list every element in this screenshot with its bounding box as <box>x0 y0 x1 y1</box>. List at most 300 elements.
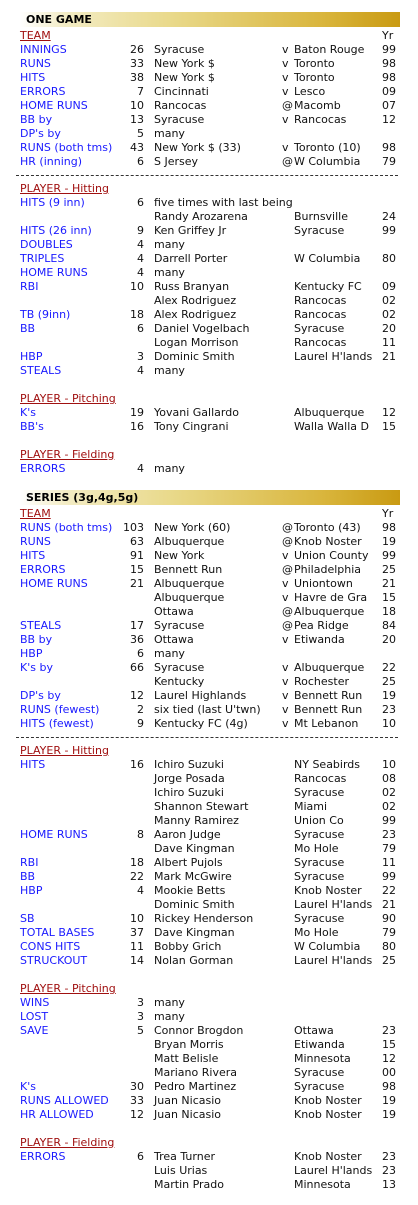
record-opponent: Syracuse <box>294 912 345 925</box>
record-row <box>20 619 400 633</box>
record-category: RUNS <box>20 57 51 70</box>
record-year: 90 <box>382 912 396 925</box>
record-year: 80 <box>382 252 396 265</box>
record-holder: Ichiro Suzuki <box>154 786 224 799</box>
venue-symbol: v <box>282 549 289 562</box>
record-holder: five times with last being <box>154 196 293 209</box>
record-value: 9 <box>137 224 144 237</box>
record-year: 24 <box>382 210 396 223</box>
record-holder: Mark McGwire <box>154 870 232 883</box>
record-year: 09 <box>382 280 396 293</box>
record-holder: Alex Rodriguez <box>154 294 237 307</box>
record-holder: Dominic Smith <box>154 898 235 911</box>
record-holder: New York <box>154 549 205 562</box>
record-category: STEALS <box>20 619 62 632</box>
record-row <box>20 814 400 828</box>
venue-symbol: v <box>282 661 289 674</box>
record-row <box>20 1094 400 1108</box>
record-holder: Cincinnati <box>154 85 209 98</box>
section-header: ONE GAME <box>20 12 400 27</box>
record-row <box>20 703 400 717</box>
record-year: 18 <box>382 605 396 618</box>
record-value: 91 <box>130 549 144 562</box>
record-value: 12 <box>130 1108 144 1121</box>
record-year: 09 <box>382 85 396 98</box>
record-year: 99 <box>382 43 396 56</box>
venue-symbol: v <box>282 633 289 646</box>
record-row <box>20 842 400 856</box>
record-row <box>20 800 400 814</box>
venue-symbol: v <box>282 57 289 70</box>
record-category: RUNS ALLOWED <box>20 1094 109 1107</box>
record-year: 21 <box>382 577 396 590</box>
record-opponent: Knob Noster <box>294 1150 362 1163</box>
subsection-header <box>20 744 400 758</box>
subsection-header <box>20 392 400 406</box>
record-year: 25 <box>382 675 396 688</box>
record-holder: many <box>154 127 185 140</box>
record-opponent: Bennett Run <box>294 703 363 716</box>
record-category: HITS <box>20 549 46 562</box>
record-holder: Bobby Grich <box>154 940 222 953</box>
record-value: 26 <box>130 43 144 56</box>
record-year: 02 <box>382 308 396 321</box>
record-row <box>20 266 400 280</box>
record-opponent: Rancocas <box>294 308 347 321</box>
record-opponent: Syracuse <box>294 322 345 335</box>
record-year: 98 <box>382 1080 396 1093</box>
record-value: 6 <box>137 322 144 335</box>
record-opponent: Laurel H'lands <box>294 898 373 911</box>
record-holder: Juan Nicasio <box>154 1108 222 1121</box>
venue-symbol: v <box>282 675 289 688</box>
record-holder: Martin Prado <box>154 1178 225 1191</box>
subsection-header <box>20 1136 400 1150</box>
record-holder: Darrell Porter <box>154 252 228 265</box>
record-year: 98 <box>382 71 396 84</box>
record-opponent: Rancocas <box>294 294 347 307</box>
record-year: 80 <box>382 940 396 953</box>
record-value: 4 <box>137 884 144 897</box>
record-value: 36 <box>130 633 144 646</box>
record-opponent: Knob Noster <box>294 535 362 548</box>
section <box>20 12 400 490</box>
venue-symbol: @ <box>282 619 293 632</box>
record-value: 10 <box>130 280 144 293</box>
record-opponent: Pea Ridge <box>294 619 349 632</box>
venue-symbol: @ <box>282 155 293 168</box>
record-value: 4 <box>137 266 144 279</box>
record-year: 79 <box>382 842 396 855</box>
record-value: 13 <box>130 113 144 126</box>
record-row <box>20 71 400 85</box>
record-holder: many <box>154 266 185 279</box>
record-opponent: W Columbia <box>294 155 361 168</box>
record-holder: Mookie Betts <box>154 884 226 897</box>
record-opponent: Laurel H'lands <box>294 350 373 363</box>
record-row <box>20 549 400 563</box>
record-category: K's <box>20 1080 36 1093</box>
record-opponent: Albuquerque <box>294 661 365 674</box>
record-row <box>20 884 400 898</box>
record-category: CONS HITS <box>20 940 81 953</box>
record-category: DP's by <box>20 689 61 702</box>
record-value: 38 <box>130 71 144 84</box>
spacer <box>20 434 400 448</box>
record-category: RUNS (both tms) <box>20 141 113 154</box>
record-category: SAVE <box>20 1024 49 1037</box>
record-year: 19 <box>382 535 396 548</box>
venue-symbol: v <box>282 717 289 730</box>
record-row <box>20 1010 400 1024</box>
record-opponent: Minnesota <box>294 1178 351 1191</box>
record-row <box>20 406 400 420</box>
record-value: 8 <box>137 828 144 841</box>
venue-symbol: v <box>282 689 289 702</box>
record-row <box>20 336 400 350</box>
record-category: BB <box>20 870 36 883</box>
record-holder: Laurel Highlands <box>154 689 247 702</box>
record-value: 6 <box>137 1150 144 1163</box>
record-holder: Bennett Run <box>154 563 223 576</box>
subsection-title[interactable]: PLAYER - Fielding <box>20 448 115 461</box>
record-year: 19 <box>382 1108 396 1121</box>
record-opponent: Miami <box>294 800 328 813</box>
record-category: HOME RUNS <box>20 266 88 279</box>
record-holder: Syracuse <box>154 113 205 126</box>
record-holder: Ottawa <box>154 633 194 646</box>
venue-symbol: @ <box>282 535 293 548</box>
record-value: 33 <box>130 1094 144 1107</box>
record-opponent: Philadelphia <box>294 563 362 576</box>
record-value: 9 <box>137 717 144 730</box>
record-opponent: Knob Noster <box>294 1108 362 1121</box>
year-column-header: Yr <box>382 29 394 42</box>
record-opponent: Etiwanda <box>294 633 345 646</box>
record-category: ERRORS <box>20 462 66 475</box>
record-holder: S Jersey <box>154 155 199 168</box>
record-row <box>20 127 400 141</box>
record-row <box>20 647 400 661</box>
record-opponent: Mo Hole <box>294 926 339 939</box>
record-year: 02 <box>382 800 396 813</box>
record-category: STEALS <box>20 364 62 377</box>
record-category: K's <box>20 406 36 419</box>
record-opponent: Rancocas <box>294 113 347 126</box>
record-holder: New York $ <box>154 71 215 84</box>
record-year: 02 <box>382 786 396 799</box>
record-row <box>20 717 400 731</box>
record-year: 84 <box>382 619 396 632</box>
record-year: 07 <box>382 99 396 112</box>
record-holder: New York $ <box>154 57 215 70</box>
record-row <box>20 280 400 294</box>
subsection-title[interactable]: PLAYER - Hitting <box>20 182 109 195</box>
record-value: 12 <box>130 689 144 702</box>
record-value: 43 <box>130 141 144 154</box>
record-year: 20 <box>382 633 396 646</box>
record-row <box>20 196 400 210</box>
record-category: HBP <box>20 884 43 897</box>
record-row <box>20 1164 400 1178</box>
record-holder: Syracuse <box>154 661 205 674</box>
record-row <box>20 940 400 954</box>
record-holder: Rancocas <box>154 99 207 112</box>
record-row <box>20 1024 400 1038</box>
record-opponent: Union Co <box>294 814 344 827</box>
spacer <box>20 476 400 490</box>
record-holder: Manny Ramirez <box>154 814 239 827</box>
record-holder: Dominic Smith <box>154 350 235 363</box>
record-year: 98 <box>382 57 396 70</box>
record-row <box>20 563 400 577</box>
record-row <box>20 1038 400 1052</box>
record-year: 15 <box>382 420 396 433</box>
subsection-header <box>20 507 400 521</box>
record-opponent: NY Seabirds <box>294 758 361 771</box>
record-value: 3 <box>137 1010 144 1023</box>
record-category: RBI <box>20 856 39 869</box>
record-year: 23 <box>382 1164 396 1177</box>
record-category: HITS (fewest) <box>20 717 94 730</box>
record-category: HR (inning) <box>20 155 83 168</box>
record-year: 13 <box>382 1178 396 1191</box>
record-row <box>20 1108 400 1122</box>
record-year: 12 <box>382 1052 396 1065</box>
record-holder: many <box>154 462 185 475</box>
record-opponent: W Columbia <box>294 252 361 265</box>
record-opponent: Syracuse <box>294 870 345 883</box>
record-year: 98 <box>382 141 396 154</box>
record-row <box>20 926 400 940</box>
record-opponent: Walla Walla D <box>294 420 369 433</box>
record-row <box>20 828 400 842</box>
record-holder: Ichiro Suzuki <box>154 758 224 771</box>
record-row <box>20 772 400 786</box>
record-year: 99 <box>382 870 396 883</box>
venue-symbol: v <box>282 113 289 126</box>
record-opponent: Knob Noster <box>294 1094 362 1107</box>
record-year: 10 <box>382 717 396 730</box>
subsection-title[interactable]: PLAYER - Fielding <box>20 1136 115 1149</box>
venue-symbol: v <box>282 85 289 98</box>
record-row <box>20 689 400 703</box>
subsection-title[interactable]: PLAYER - Pitching <box>20 392 116 405</box>
record-holder: Yovani Gallardo <box>154 406 239 419</box>
record-holder: Albert Pujols <box>154 856 223 869</box>
record-opponent: Toronto <box>294 57 335 70</box>
venue-symbol: @ <box>282 563 293 576</box>
record-year: 02 <box>382 294 396 307</box>
record-opponent: Kentucky FC <box>294 280 362 293</box>
subsection-title[interactable]: TEAM <box>20 507 51 520</box>
record-holder: Pedro Martinez <box>154 1080 237 1093</box>
spacer <box>20 968 400 982</box>
record-row <box>20 954 400 968</box>
record-row <box>20 675 400 689</box>
record-holder: Trea Turner <box>154 1150 215 1163</box>
spacer <box>20 378 400 392</box>
record-opponent: Mt Lebanon <box>294 717 359 730</box>
record-value: 14 <box>130 954 144 967</box>
record-year: 25 <box>382 563 396 576</box>
record-category: BB's <box>20 420 44 433</box>
record-year: 21 <box>382 350 396 363</box>
record-holder: six tied (last U'twn) <box>154 703 261 716</box>
record-value: 19 <box>130 406 144 419</box>
record-opponent: Minnesota <box>294 1052 351 1065</box>
record-holder: Jorge Posada <box>154 772 225 785</box>
record-row <box>20 210 400 224</box>
record-row <box>20 252 400 266</box>
record-holder: many <box>154 1010 185 1023</box>
record-holder: many <box>154 647 185 660</box>
record-holder: Syracuse <box>154 619 205 632</box>
venue-symbol: v <box>282 591 289 604</box>
record-year: 10 <box>382 758 396 771</box>
record-category: SB <box>20 912 35 925</box>
record-opponent: W Columbia <box>294 940 361 953</box>
record-year: 23 <box>382 703 396 716</box>
record-category: STRUCKOUT <box>20 954 88 967</box>
record-year: 22 <box>382 884 396 897</box>
subsection-title[interactable]: TEAM <box>20 29 51 42</box>
record-opponent: Syracuse <box>294 1080 345 1093</box>
venue-symbol: v <box>282 71 289 84</box>
record-value: 15 <box>130 563 144 576</box>
record-holder: Bryan Morris <box>154 1038 224 1051</box>
record-holder: Dave Kingman <box>154 842 235 855</box>
record-year: 20 <box>382 322 396 335</box>
record-category: LOST <box>20 1010 49 1023</box>
record-opponent: Macomb <box>294 99 341 112</box>
record-value: 5 <box>137 1024 144 1037</box>
record-row <box>20 996 400 1010</box>
record-year: 79 <box>382 926 396 939</box>
record-holder: Ottawa <box>154 605 194 618</box>
record-row <box>20 113 400 127</box>
record-category: K's by <box>20 661 53 674</box>
record-category: HOME RUNS <box>20 99 88 112</box>
record-year: 98 <box>382 521 396 534</box>
record-row <box>20 1052 400 1066</box>
record-row <box>20 605 400 619</box>
record-row <box>20 661 400 675</box>
record-value: 30 <box>130 1080 144 1093</box>
record-year: 15 <box>382 591 396 604</box>
record-holder: Luis Urias <box>154 1164 208 1177</box>
venue-symbol: @ <box>282 605 293 618</box>
record-value: 10 <box>130 99 144 112</box>
record-opponent: Syracuse <box>294 856 345 869</box>
record-year: 79 <box>382 155 396 168</box>
record-holder: Nolan Gorman <box>154 954 234 967</box>
record-holder: many <box>154 996 185 1009</box>
record-holder: Alex Rodriguez <box>154 308 237 321</box>
record-category: RUNS (both tms) <box>20 521 113 534</box>
record-value: 37 <box>130 926 144 939</box>
record-year: 99 <box>382 224 396 237</box>
record-opponent: Havre de Gra <box>294 591 368 604</box>
record-year: 21 <box>382 898 396 911</box>
venue-symbol: @ <box>282 99 293 112</box>
record-value: 18 <box>130 308 144 321</box>
record-year: 99 <box>382 814 396 827</box>
record-row <box>20 155 400 169</box>
record-holder: Ken Griffey Jr <box>154 224 227 237</box>
record-holder: Kentucky <box>154 675 205 688</box>
record-row <box>20 758 400 772</box>
record-holder: Albuquerque <box>154 591 225 604</box>
record-category: DOUBLES <box>20 238 73 251</box>
record-row <box>20 912 400 926</box>
subsection-header <box>20 448 400 462</box>
record-row <box>20 238 400 252</box>
venue-symbol: v <box>282 703 289 716</box>
record-holder: Syracuse <box>154 43 205 56</box>
record-opponent: Syracuse <box>294 828 345 841</box>
record-year: 22 <box>382 661 396 674</box>
subsection-title[interactable]: PLAYER - Pitching <box>20 982 116 995</box>
record-opponent: Toronto (43) <box>294 521 361 534</box>
section <box>20 490 400 1192</box>
record-category: HITS (26 inn) <box>20 224 92 237</box>
record-holder: Juan Nicasio <box>154 1094 222 1107</box>
section-header: SERIES (3g,4g,5g) <box>20 490 400 505</box>
record-year: 99 <box>382 549 396 562</box>
record-holder: Russ Branyan <box>154 280 230 293</box>
record-row <box>20 462 400 476</box>
record-holder: New York (60) <box>154 521 231 534</box>
subsection-title[interactable]: PLAYER - Hitting <box>20 744 109 757</box>
record-category: HITS <box>20 71 46 84</box>
dashed-divider <box>16 175 398 176</box>
records-page <box>20 12 400 1192</box>
record-row <box>20 308 400 322</box>
record-row <box>20 856 400 870</box>
record-row <box>20 294 400 308</box>
record-value: 66 <box>130 661 144 674</box>
record-row <box>20 420 400 434</box>
record-value: 4 <box>137 252 144 265</box>
record-row <box>20 1080 400 1094</box>
record-year: 23 <box>382 1150 396 1163</box>
record-category: HOME RUNS <box>20 577 88 590</box>
record-category: WINS <box>20 996 50 1009</box>
record-category: HBP <box>20 647 43 660</box>
record-opponent: Rancocas <box>294 772 347 785</box>
venue-symbol: v <box>282 141 289 154</box>
record-row <box>20 591 400 605</box>
record-value: 16 <box>130 758 144 771</box>
subsection-header <box>20 982 400 996</box>
record-holder: Rickey Henderson <box>154 912 254 925</box>
record-holder: Aaron Judge <box>154 828 221 841</box>
record-row <box>20 364 400 378</box>
record-opponent: Ottawa <box>294 1024 334 1037</box>
venue-symbol: @ <box>282 521 293 534</box>
record-holder: Matt Belisle <box>154 1052 219 1065</box>
record-year: 19 <box>382 689 396 702</box>
record-row <box>20 1150 400 1164</box>
record-row <box>20 577 400 591</box>
record-year: 15 <box>382 1038 396 1051</box>
record-value: 4 <box>137 238 144 251</box>
record-category: RBI <box>20 280 39 293</box>
record-opponent: Uniontown <box>294 577 353 590</box>
record-holder: New York $ (33) <box>154 141 241 154</box>
record-value: 63 <box>130 535 144 548</box>
